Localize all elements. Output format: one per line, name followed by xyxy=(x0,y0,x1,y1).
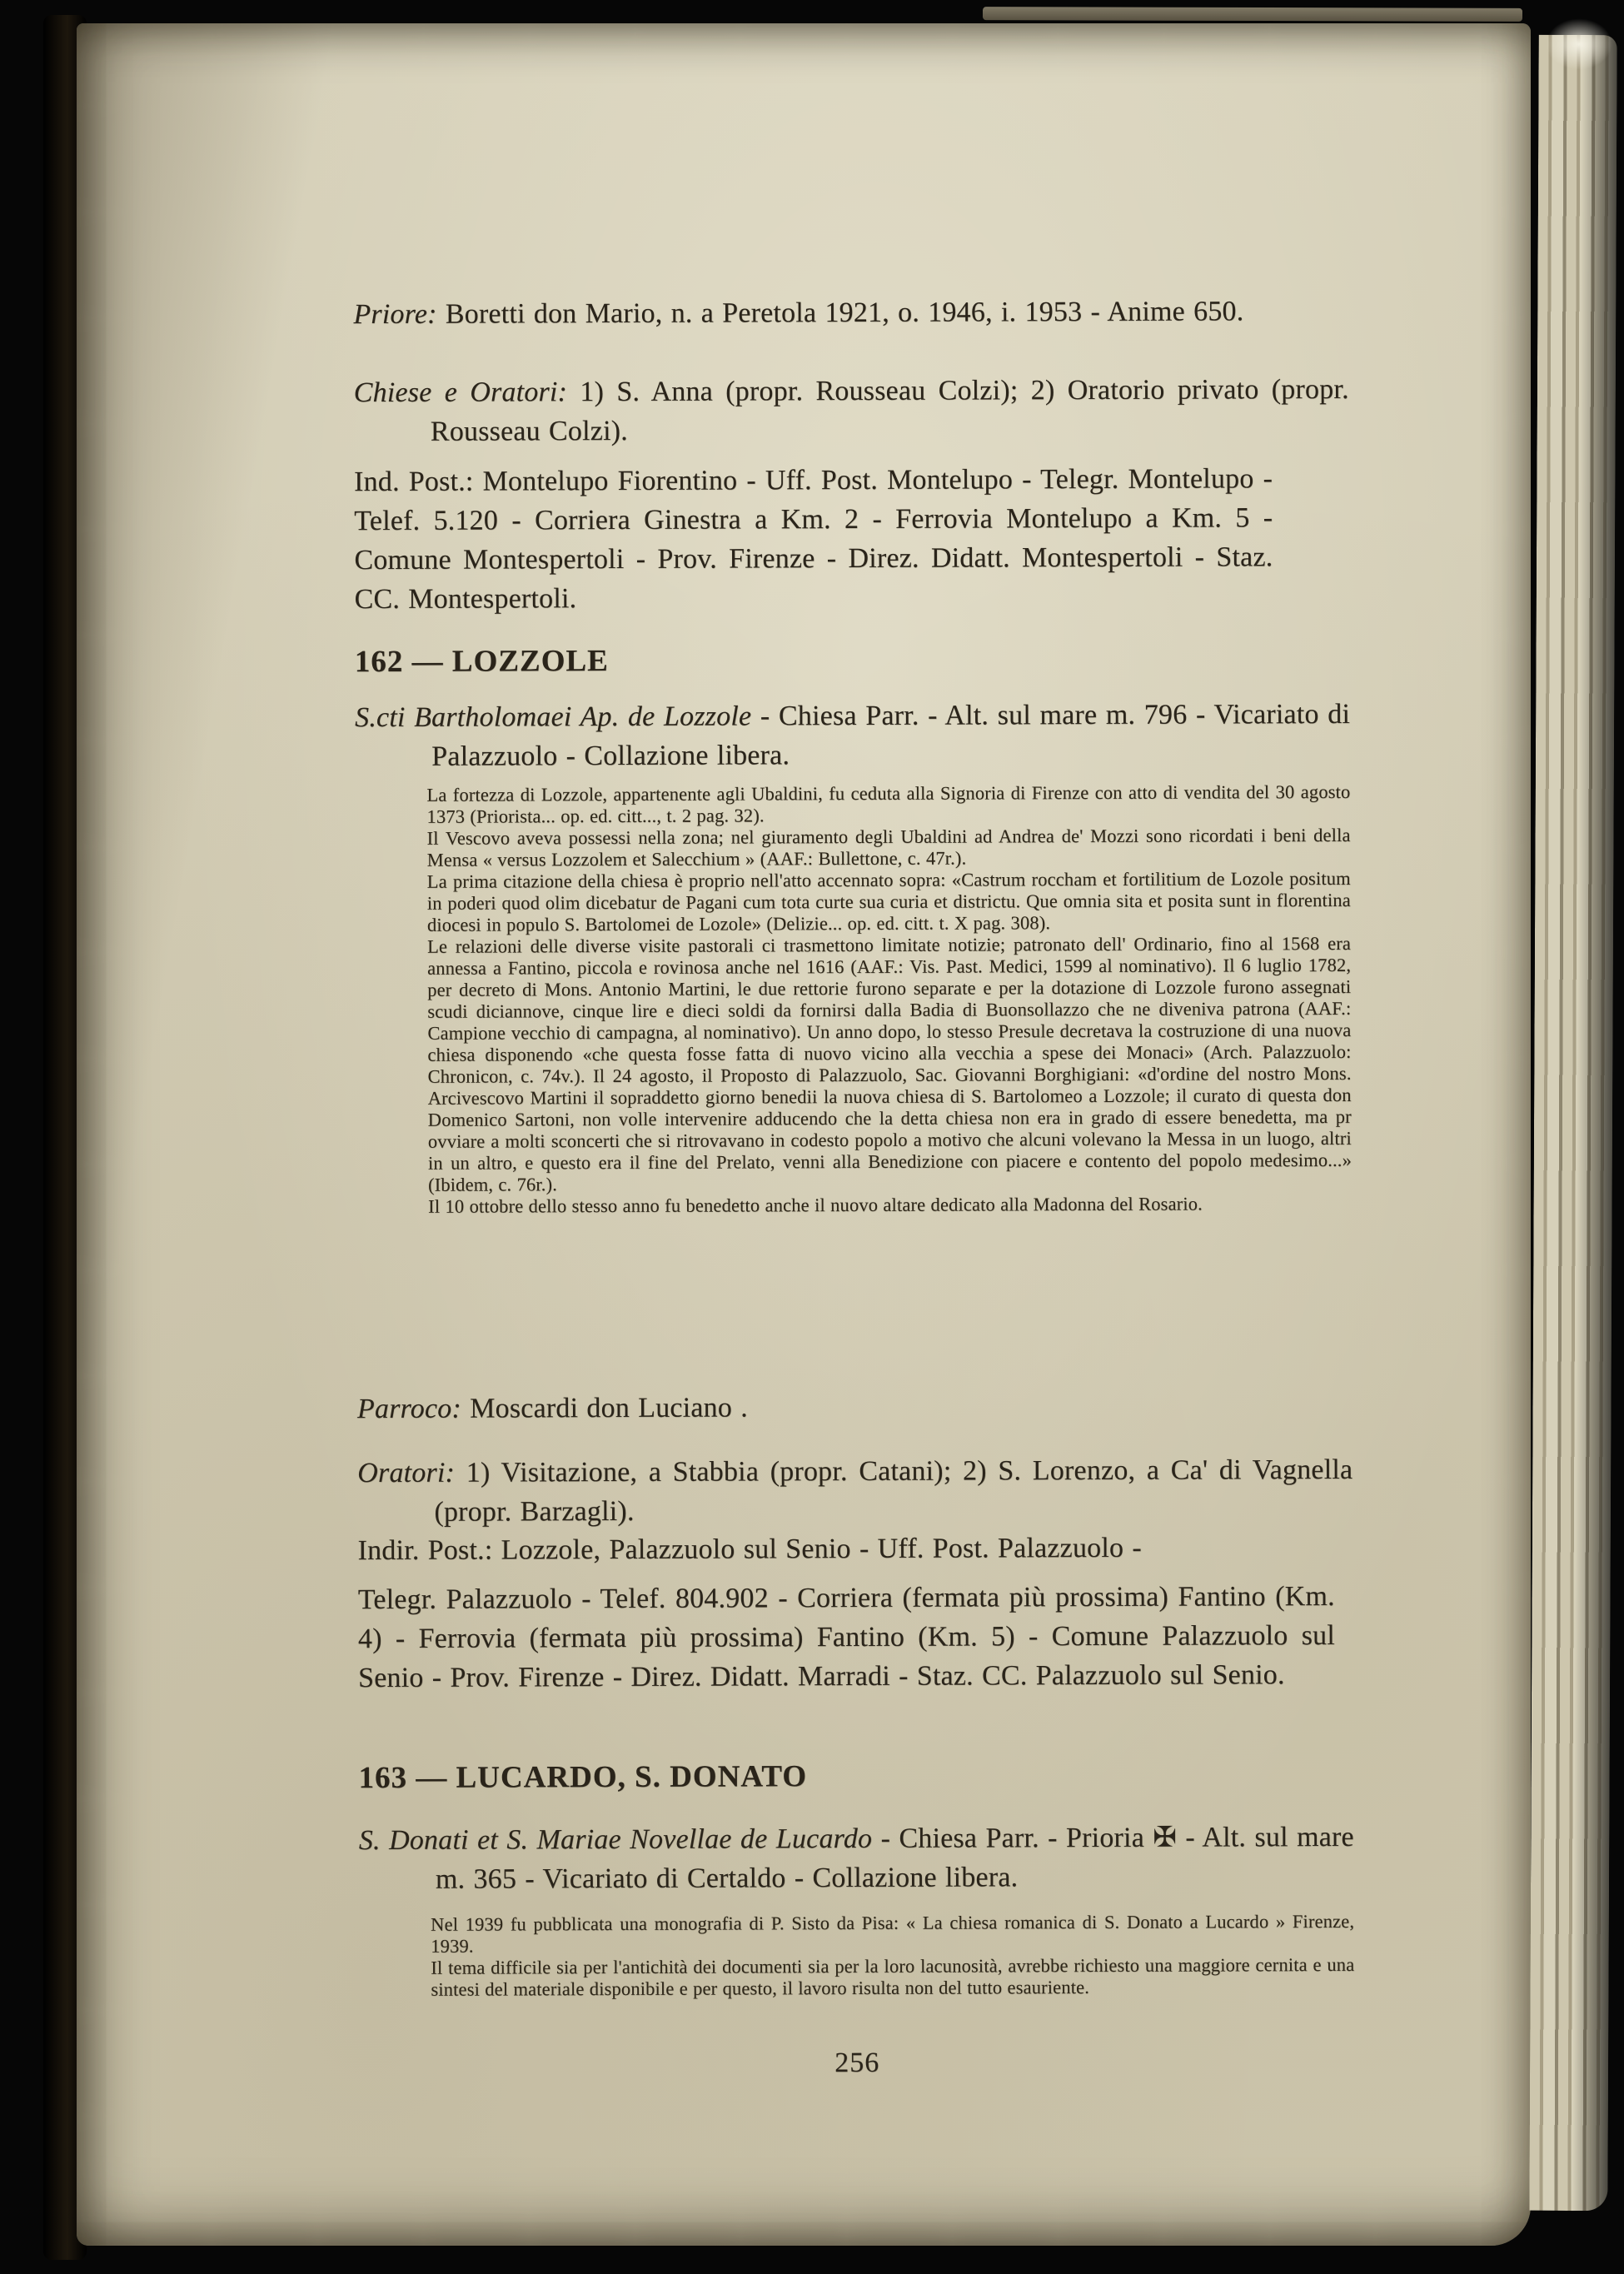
entry-163-historical-notes xyxy=(431,1911,1354,2001)
page-content xyxy=(352,0,1356,2274)
oratori-text: 1) Visitazione, a Stabbia (propr. Catani); 2) S. Lorenzo, a Ca' di Vagnella (propr. Barzagli). xyxy=(434,1454,1353,1528)
chiese-oratori-paragraph xyxy=(354,370,1349,451)
entry-163-lead-rest: - Chiesa Parr. - Prioria ✠ - Alt. sul mare m. 365 - Vicariato di Certaldo - Collazione libera. xyxy=(435,1821,1354,1895)
oratori-label: Oratori: xyxy=(357,1457,456,1489)
note-paragraph: Il Vescovo aveva possessi nella zona; nel giuramento degli Ubaldini ad Andrea de' Mozzi sono ricordati i beni della Mensa « versus Lozzolem et Salecchium » (AAF.: Bullettone, c. 47r.). xyxy=(426,824,1351,870)
note-paragraph: Il tema difficile sia per l'antichità dei documenti sia per la loro lacunosità, avrebbe richiesto una maggiore cernita e una sintesi del materiale disponibile e per questo, il lavoro risulta non del tutto esauriente. xyxy=(431,1953,1355,2000)
parroco-paragraph xyxy=(357,1386,1353,1429)
note-paragraph: Nel 1939 fu pubblicata una monografia di P. Sisto da Pisa: « La chiesa romanica di S. Donato a Lucardo » Firenze, 1939. xyxy=(431,1910,1355,1957)
note-paragraph: La prima citazione della chiesa è proprio nell'atto accennato sopra: «Castrum roccham et fortilitium de Lozole positum in poderi quod olim dicebatur de Pagani cum tota curte sua curia et districtu. Que omnia sita et posita sunt in florentina diocesi in populo S. Bartolomei de Lozole» (Delizie... op. ed. citt. t. X pag. 308). xyxy=(426,867,1351,935)
priore-text: Boretti don Mario, n. a Peretola 1921, o. 1946, i. 1953 - Anime 650. xyxy=(445,296,1244,330)
parroco-text: Moscardi don Luciano . xyxy=(470,1392,748,1424)
entry-162-lead-rest: - Chiesa Parr. - Alt. sul mare m. 796 - Vicariato di Palazzuolo - Collazione libera. xyxy=(431,698,1351,772)
entry-162-historical-notes xyxy=(426,781,1352,1218)
priore-label: Priore: xyxy=(353,298,437,331)
chiese-oratori-label: Chiese e Oratori: xyxy=(353,377,568,409)
indir-post-line: Indir. Post.: Lozzole, Palazzuolo sul Senio - Uff. Post. Palazzuolo - xyxy=(357,1532,1142,1567)
parroco-label: Parroco: xyxy=(356,1393,462,1425)
entry-162-latin-title: S.cti Bartholomaei Ap. de Lozzole xyxy=(355,701,752,734)
entry-163-latin-title: S. Donati et S. Mariae Novellae de Lucardo xyxy=(358,1823,873,1857)
oratori-paragraph xyxy=(357,1450,1353,1532)
postal-info-montelupo: Ind. Post.: Montelupo Fiorentino - Uff. Post. Montelupo - Telegr. Montelupo - Telef. 5.120 - Corriera Ginestra a Km. 2 - Ferrovia Montelupo a Km. 5 - Comune Montespertoli - Prov. Firenze - Direz. Didatt. Montespertoli - Staz. CC. Montespertoli. xyxy=(354,463,1273,616)
chiese-oratori-text: 1) S. Anna (propr. Rousseau Colzi); 2) Oratorio privato (propr. Rousseau Colzi). xyxy=(430,373,1349,447)
page-corner-highlight xyxy=(1546,18,1612,70)
postal-info-lozzole: Telegr. Palazzuolo - Telef. 804.902 - Corriera (fermata più prossima) Fantino (Km. 4) - Ferrovia (fermata più prossima) Fantino (Km. 5) - Comune Palazzuolo sul Senio - Prov. Firenze - Direz. Didatt. Marradi - Staz. CC. Palazzuolo sul Senio. xyxy=(357,1580,1336,1694)
page-edges-right xyxy=(1529,35,1617,2211)
entry-163-lead xyxy=(359,1818,1354,1899)
priore-paragraph xyxy=(353,292,1348,334)
entry-162-lead xyxy=(355,695,1350,776)
entry-162-heading: 162 — LOZZOLE xyxy=(354,644,609,680)
page-number: 256 xyxy=(834,2047,880,2079)
note-paragraph: Le relazioni delle diverse visite pastorali ci trasmettono limitate notizie; patronato dell' Ordinario, fino al 1568 era annessa a Fantino, piccola e rovinosa anche nel 1616 (AAF.: Vis. Past. Medici, 1599 al nominativo). Il 6 luglio 1782, per decreto di Mons. Antonio Martini, le due rettorie furono separate e per la dotazione di Lozzole furono assegnati scudi diciannove, cinque lire e dieci soldi da fornirsi dalla Badia di Buonsollazzo che ne diveniva patrona (AAF.: Campione vecchio di campagna, al nominativo). Un anno dopo, lo stesso Presule decretava la costruzione di una nuova chiesa disponendo «che questa fosse fatta di nuovo vicino alla vecchia a spese dei Monaci» (Arch. Palazzuolo: Chronicon, c. 74v.). Il 24 agosto, il Proposto di Palazzuolo, Sac. Giovanni Borghigiani: «d'ordine del nostro Mons. Arcivescovo Martini il sopraddetto giorno benedii la nuova chiesa di S. Bartolomeo a Lozzole; il curato di questa don Domenico Sartoni, non volle intervenire adducendo che la detta chiesa non era in grado di essere benedetta, ma pr ovviare a molti sconcerti che si ritrovavano in codesto popolo a motivo che alcuni volevano la Messa in un luogo, altri in un altro, e questo era il fine del Prelato, venni alla Benedizione con piacere e contento del popolo medesimo...» (Ibidem, c. 76r.). xyxy=(427,932,1353,1195)
note-paragraph: La fortezza di Lozzole, appartenente agli Ubaldini, fu ceduta alla Signoria di Firenze con atto di vendita del 30 agosto 1373 (Priorista... op. ed. citt..., t. 2 pag. 32). xyxy=(426,780,1351,827)
note-paragraph: Il 10 ottobre dello stesso anno fu benedetto anche il nuovo altare dedicato alla Madonna del Rosario. xyxy=(428,1193,1203,1217)
entry-163-heading: 163 — LUCARDO, S. DONATO xyxy=(358,1759,808,1796)
